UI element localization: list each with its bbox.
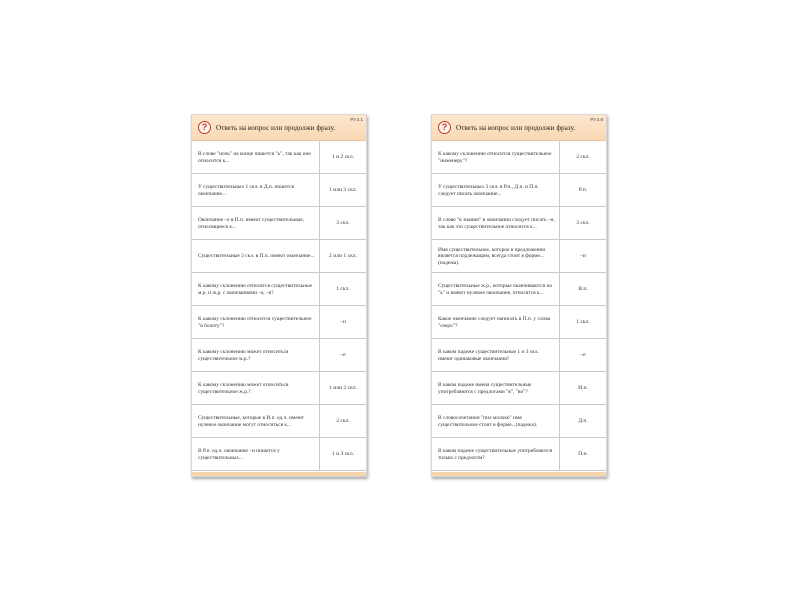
question-text: В слове "в знании" в окончании следует писать –и, так как это существительное относится к... (432, 207, 560, 239)
question-text: В Р.п. ед.ч. окончание –и пишется у существительных... (192, 438, 320, 470)
table-row (192, 207, 366, 240)
answer-text: П.п. (578, 451, 588, 457)
table-row (192, 405, 366, 438)
question-text: В каком падеже существительные 1 и 3 скл. имеют одинаковые окончания? (432, 339, 560, 371)
table-row (192, 438, 366, 471)
answer-text: –е (340, 352, 346, 358)
card-title: Ответь на вопрос или продолжи фразу. (456, 123, 576, 132)
table-row (192, 339, 366, 372)
card-left (191, 114, 367, 477)
answer-text: 2 скл. (576, 154, 590, 160)
card-footer-strip (432, 472, 606, 476)
question-text: Имя существительное, которое в предложении является подлежащим, всегда стоит в форме... (падежа). (432, 240, 560, 272)
answer-text: 1 и 3 скл. (331, 451, 355, 457)
table-row (432, 306, 606, 339)
question-text: К какому склонению может относиться существительное ж.р.? (192, 372, 320, 404)
question-text: У существительных 1 скл. в Д.п. пишется окончание... (192, 174, 320, 206)
table-row (192, 240, 366, 273)
answer-text: –е (580, 352, 586, 358)
card-footer-strip (192, 472, 366, 476)
answer-text: 1 скл. (576, 319, 590, 325)
question-text: В словосочетании "пил молоко" имя существительное стоит в форме...(падежа). (432, 405, 560, 437)
answer-text: 2 или 1 скл. (329, 253, 357, 259)
question-text: К какому склонению может относиться существительное м.р.? (192, 339, 320, 371)
table-row (432, 339, 606, 372)
question-table (432, 141, 606, 471)
table-row (432, 240, 606, 273)
table-row (432, 141, 606, 174)
card-code: РУ.4.8 (590, 117, 603, 122)
answer-text: И.п. (578, 385, 588, 391)
table-row (192, 273, 366, 306)
answer-text: В.п. (578, 286, 588, 292)
question-table (192, 141, 366, 471)
answer-text: Р.п. (578, 187, 588, 193)
question-text: Существительные 3 скл. в П.п. имеют окончание... (192, 240, 320, 272)
answer-text: –и (340, 319, 346, 325)
answer-text: 3 скл. (336, 220, 350, 226)
question-text: В каком падеже существительные употребляются только с предлогом? (432, 438, 560, 470)
table-row (432, 273, 606, 306)
question-icon: ? (438, 121, 451, 134)
answer-text: 2 скл. (336, 418, 350, 424)
question-text: Существительные ж.р., которые оканчиваются на "ь" и имеют нулевое окончание, относятся к... (432, 273, 560, 305)
card-header (432, 115, 606, 141)
question-text: К какому склонению относятся существительные м.р. и ж.р. с окончаниями –а, –я? (192, 273, 320, 305)
question-text: Какое окончание следует написать в П.п. у слова "озеро"? (432, 306, 560, 338)
answer-text: –и (580, 253, 586, 259)
table-row (192, 174, 366, 207)
question-text: У существительных 3 скл. в Р.п., Д.п. и П.п. следует писать окончание... (432, 174, 560, 206)
answer-text: 3 скл. (576, 220, 590, 226)
question-text: В каком падеже имена существительные употребляются с предлогами "в", "во"? (432, 372, 560, 404)
card-right (431, 114, 607, 477)
question-text: В слове "ночь" на конце пишется "ь", так как оно относится к... (192, 141, 320, 173)
answer-text: 1 или 2 скл. (329, 385, 357, 391)
question-text: Окончание –е в П.п. имеют существительные, относящиеся к... (192, 207, 320, 239)
table-row (432, 372, 606, 405)
answer-text: Д.п. (578, 418, 588, 424)
table-row (432, 405, 606, 438)
question-text: К какому склонению относится существительное "в болоту"? (192, 306, 320, 338)
card-code: РУ.4.1 (350, 117, 363, 122)
answer-text: 1 или 3 скл. (329, 187, 357, 193)
question-text: К какому склонению относится существительное "инженеру"? (432, 141, 560, 173)
card-header (192, 115, 366, 141)
answer-text: 1 скл. (336, 286, 350, 292)
table-row (192, 141, 366, 174)
question-text: Существительные, которые в И.п. ед.ч. имеют нулевое окончание могут относиться к... (192, 405, 320, 437)
table-row (192, 372, 366, 405)
question-icon: ? (198, 121, 211, 134)
table-row (432, 207, 606, 240)
table-row (192, 306, 366, 339)
table-row (432, 438, 606, 471)
answer-text: 1 и 2 скл. (331, 154, 355, 160)
card-title: Ответь на вопрос или продолжи фразу. (216, 123, 336, 132)
table-row (432, 174, 606, 207)
